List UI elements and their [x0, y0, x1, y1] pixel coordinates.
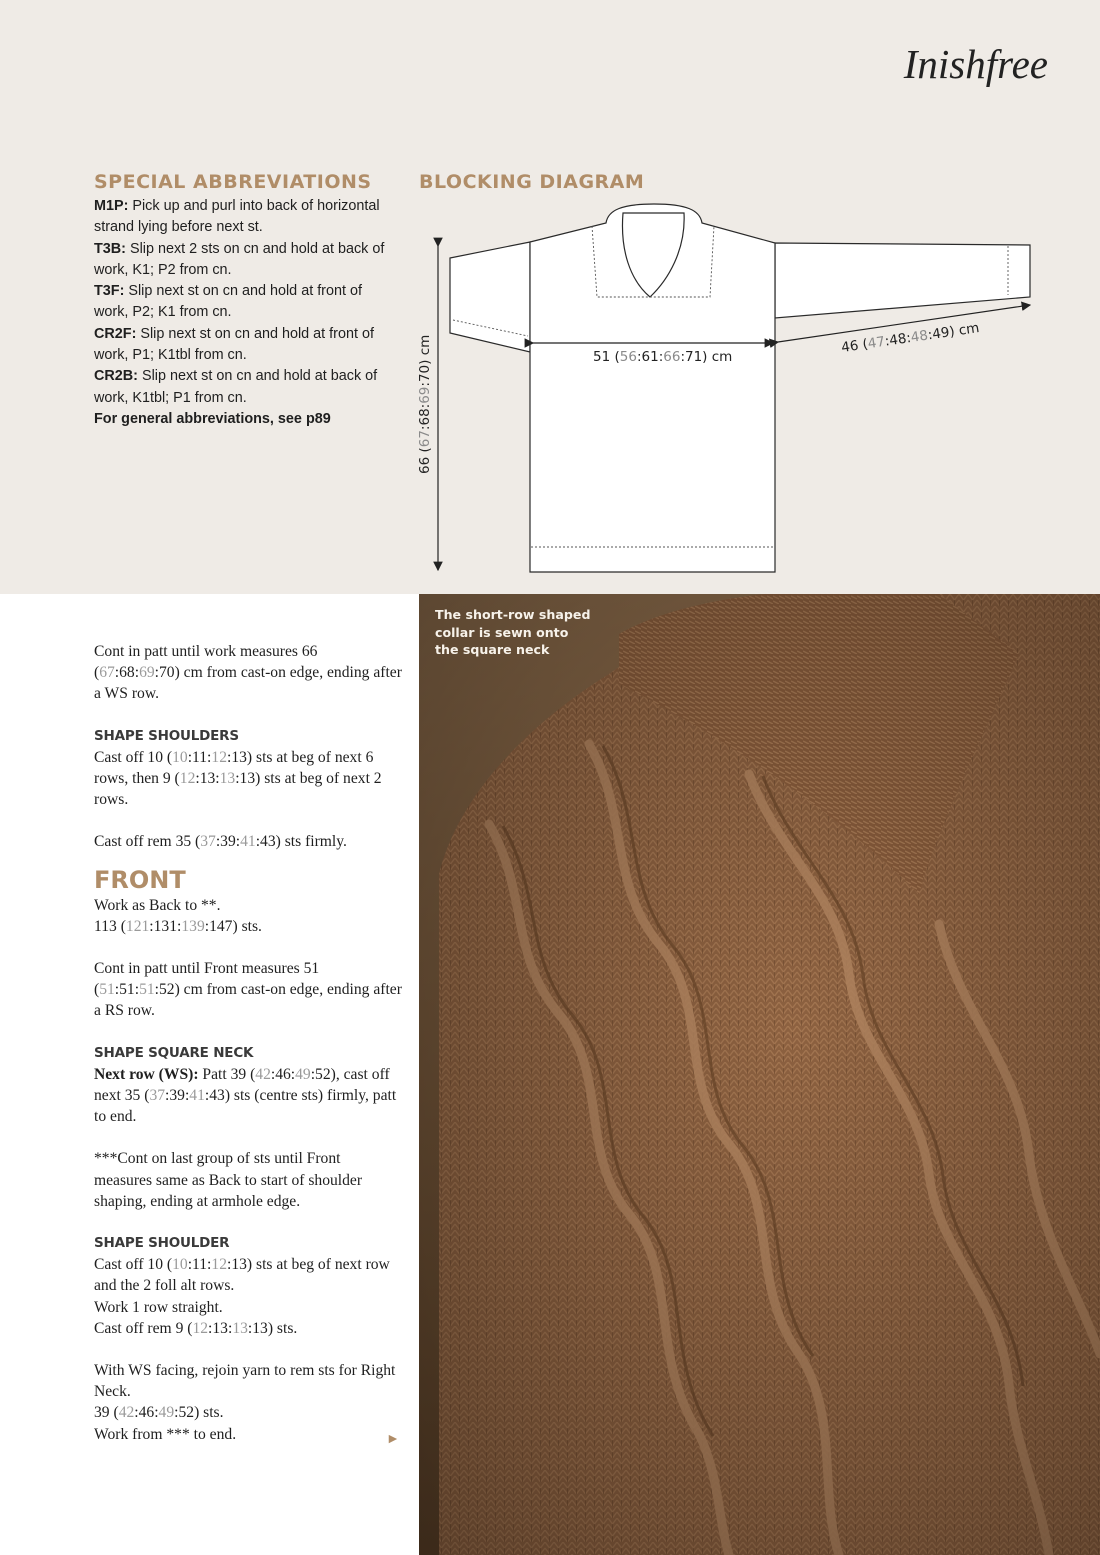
- instruction-paragraph: Cast off rem 35 (37:39:41:43) sts firmly.: [94, 833, 347, 851]
- page-title: Inishfree: [903, 41, 1048, 87]
- abbreviations-list: [94, 196, 394, 430]
- abbrev-item: CR2F: Slip next st on cn and hold at front of work, P1; K1tbl from cn.: [94, 325, 374, 364]
- instruction-paragraph: Cast off 10 (10:11:12:13) sts at beg of next 6 rows, then 9 (12:13:13:13) sts at beg of next 2 rows.: [94, 748, 382, 809]
- abbreviations-heading: SPECIAL ABBREVIATIONS: [94, 171, 372, 193]
- continue-arrow-icon: ►: [386, 1430, 400, 1446]
- shape-shoulder-heading: SHAPE SHOULDER: [94, 1235, 230, 1252]
- length-label: 66 (67:68:69:70) cm: [417, 334, 433, 474]
- instruction-paragraph: Cont in patt until work measures 66 (67:68:69:70) cm from cast-on edge, ending after a WS row.: [94, 643, 402, 703]
- width-label: 51 (56:61:66:71) cm: [593, 349, 733, 365]
- abbrev-item: T3B: Slip next 2 sts on cn and hold at back of work, K1; P2 from cn.: [94, 240, 385, 278]
- photo-caption: The short-row shaped collar is sewn onto the square neck: [435, 607, 591, 658]
- sleeve-label: 46 (47:48:48:49) cm: [840, 320, 981, 356]
- sweater-photo: [419, 594, 1100, 1555]
- shape-shoulders-heading: SHAPE SHOULDERS: [94, 727, 239, 744]
- sweater-photo-art: [419, 594, 1100, 1555]
- shape-square-neck-heading: SHAPE SQUARE NECK: [94, 1044, 254, 1061]
- instructions-column: [94, 641, 402, 1466]
- instruction-paragraph: Work as Back to **. 113 (121:131:139:147) sts.: [94, 896, 262, 935]
- instruction-paragraph: ***Cont on last group of sts until Front measures same as Back to start of shoulder shaping, ending at armhole edge.: [94, 1150, 363, 1210]
- right-sleeve: [775, 243, 1030, 318]
- left-sleeve: [450, 242, 530, 352]
- blocking-diagram: [412, 195, 1052, 585]
- instruction-paragraph: Cont in patt until Front measures 51 (51:51:51:52) cm from cast-on edge, ending after a RS row.: [94, 960, 402, 1020]
- sweater-outline: [450, 204, 1030, 572]
- instruction-paragraph: Cast off 10 (10:11:12:13) sts at beg of next row and the 2 foll alt rows. Work 1 row straight. Cast off rem 9 (12:13:13:13) sts.: [94, 1256, 390, 1337]
- diagram-heading: BLOCKING DIAGRAM: [419, 171, 645, 193]
- abbrev-item: T3F: Slip next st on cn and hold at front of work, P2; K1 from cn.: [94, 283, 362, 321]
- general-abbrev-note: For general abbreviations, see p89: [94, 410, 331, 427]
- front-heading: FRONT: [94, 865, 186, 894]
- abbrev-item: CR2B: Slip next st on cn and hold at back of work, K1tbl; P1 from cn.: [94, 368, 378, 406]
- instruction-paragraph: With WS facing, rejoin yarn to rem sts for Right Neck. 39 (42:46:49:52) sts. Work from *** to end.: [94, 1362, 396, 1443]
- abbrev-item: M1P: Pick up and purl into back of horizontal strand lying before next st.: [94, 198, 380, 236]
- instruction-paragraph: Next row (WS): Patt 39 (42:46:49:52), cast off next 35 (37:39:41:43) sts (centre sts) firmly, patt to end.: [94, 1065, 397, 1126]
